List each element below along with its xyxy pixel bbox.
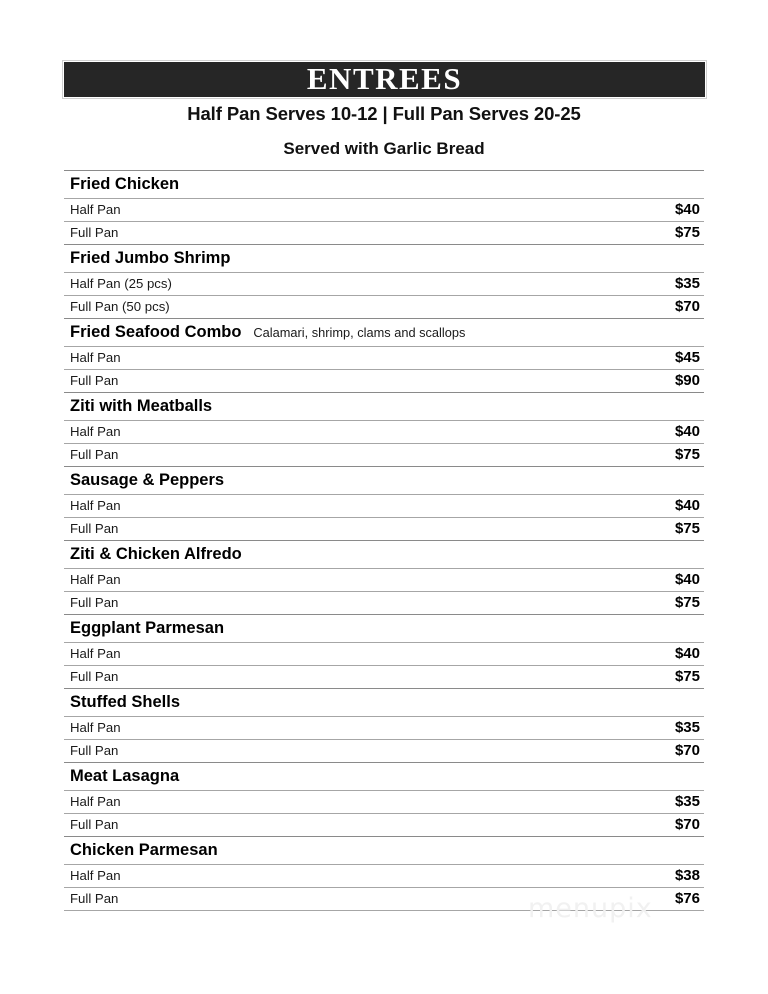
menu-item-label: Full Pan (50 pcs) bbox=[70, 299, 170, 314]
menu-item-row bbox=[64, 814, 704, 836]
serving-note: Half Pan Serves 10-12 | Full Pan Serves 20-25 bbox=[187, 103, 581, 124]
menu-item-row bbox=[64, 791, 704, 813]
menu-category-row bbox=[64, 615, 704, 642]
menu-item-row bbox=[64, 421, 704, 443]
menu-item-row bbox=[64, 865, 704, 887]
menu-item-label: Half Pan bbox=[70, 350, 121, 365]
menu-category-row bbox=[64, 541, 704, 568]
menu-item-price: $35 bbox=[674, 275, 700, 292]
menu-item-row bbox=[64, 222, 704, 244]
menu-category-row bbox=[64, 763, 704, 790]
menu-item-price: $70 bbox=[674, 742, 700, 759]
entrees-banner bbox=[62, 60, 707, 99]
menu-item-row bbox=[64, 199, 704, 221]
menu-item-label: Full Pan bbox=[70, 595, 119, 610]
menu-item-row bbox=[64, 666, 704, 688]
menu-category-name: Eggplant Parmesan bbox=[70, 619, 225, 637]
menu-item-label: Full Pan bbox=[70, 891, 119, 906]
menu-category-row bbox=[64, 837, 704, 864]
menu-item-label: Full Pan bbox=[70, 447, 119, 462]
menu-item-price: $75 bbox=[674, 224, 700, 241]
menu-item-row bbox=[64, 643, 704, 665]
menu-item-label: Half Pan bbox=[70, 498, 121, 513]
menu-item-price: $75 bbox=[674, 594, 700, 611]
menu-item-label: Full Pan bbox=[70, 521, 119, 536]
menu-item-row bbox=[64, 495, 704, 517]
menu-item-price: $40 bbox=[674, 201, 700, 218]
menu-item-price: $90 bbox=[674, 372, 700, 389]
menu-category-name: Meat Lasagna bbox=[70, 767, 180, 785]
menu-item-label: Full Pan bbox=[70, 743, 119, 758]
menu-category-row bbox=[64, 393, 704, 420]
menu-item-label: Full Pan bbox=[70, 373, 119, 388]
menu-item-label: Half Pan bbox=[70, 868, 121, 883]
menu-category-name: Ziti with Meatballs bbox=[70, 397, 213, 415]
menu-item-price: $76 bbox=[674, 890, 700, 907]
menu-list bbox=[64, 170, 704, 911]
menu-item-label: Full Pan bbox=[70, 817, 119, 832]
menupix-watermark: menupix bbox=[528, 893, 653, 924]
menu-category-name: Fried Chicken bbox=[70, 175, 180, 193]
menu-item-row bbox=[64, 740, 704, 762]
menu-category-name: Ziti & Chicken Alfredo bbox=[70, 545, 242, 563]
menu-category-name: Fried Seafood Combo bbox=[70, 323, 242, 341]
menu-item-row bbox=[64, 444, 704, 466]
menu-item-row bbox=[64, 569, 704, 591]
menu-item-label: Half Pan (25 pcs) bbox=[70, 276, 172, 291]
menu-item-price: $35 bbox=[674, 719, 700, 736]
menu-category-row bbox=[64, 467, 704, 494]
menu-item-row bbox=[64, 370, 704, 392]
menu-item-price: $40 bbox=[674, 497, 700, 514]
menu-item-label: Full Pan bbox=[70, 669, 119, 684]
menu-item-label: Half Pan bbox=[70, 794, 121, 809]
served-with-note: Served with Garlic Bread bbox=[283, 139, 485, 158]
menu-item-price: $40 bbox=[674, 645, 700, 662]
menu-item-label: Half Pan bbox=[70, 720, 121, 735]
menu-item-price: $40 bbox=[674, 423, 700, 440]
menu-item-price: $45 bbox=[674, 349, 700, 366]
menu-item-row bbox=[64, 518, 704, 540]
menu-item-label: Half Pan bbox=[70, 424, 121, 439]
menu-item-price: $75 bbox=[674, 668, 700, 685]
menu-item-row bbox=[64, 296, 704, 318]
menu-item-price: $70 bbox=[674, 298, 700, 315]
menu-item-price: $75 bbox=[674, 520, 700, 537]
menu-category-name: Stuffed Shells bbox=[70, 693, 181, 711]
menu-item-row bbox=[64, 347, 704, 369]
menu-category-row bbox=[64, 245, 704, 272]
menu-category-name: Chicken Parmesan bbox=[70, 841, 218, 859]
menu-category-description: Calamari, shrimp, clams and scallops bbox=[253, 325, 466, 340]
menu-category-name: Sausage & Peppers bbox=[70, 471, 225, 489]
menu-item-row bbox=[64, 717, 704, 739]
menu-item-label: Full Pan bbox=[70, 225, 119, 240]
menu-item-label: Half Pan bbox=[70, 202, 121, 217]
menu-category-row bbox=[64, 319, 704, 346]
menu-item-price: $35 bbox=[674, 793, 700, 810]
menu-item-price: $70 bbox=[674, 816, 700, 833]
menu-item-row bbox=[64, 273, 704, 295]
page-title: ENTREES bbox=[306, 61, 463, 96]
menu-item-price: $75 bbox=[674, 446, 700, 463]
menu-item-price: $40 bbox=[674, 571, 700, 588]
entrees-banner-fill bbox=[64, 62, 705, 97]
menu-item-price: $38 bbox=[674, 867, 700, 884]
menu-category-row bbox=[64, 689, 704, 716]
menu-item-row bbox=[64, 592, 704, 614]
menu-category-row bbox=[64, 171, 704, 198]
menu-item-label: Half Pan bbox=[70, 646, 121, 661]
menu-category-name: Fried Jumbo Shrimp bbox=[70, 249, 231, 267]
menu-item-label: Half Pan bbox=[70, 572, 121, 587]
